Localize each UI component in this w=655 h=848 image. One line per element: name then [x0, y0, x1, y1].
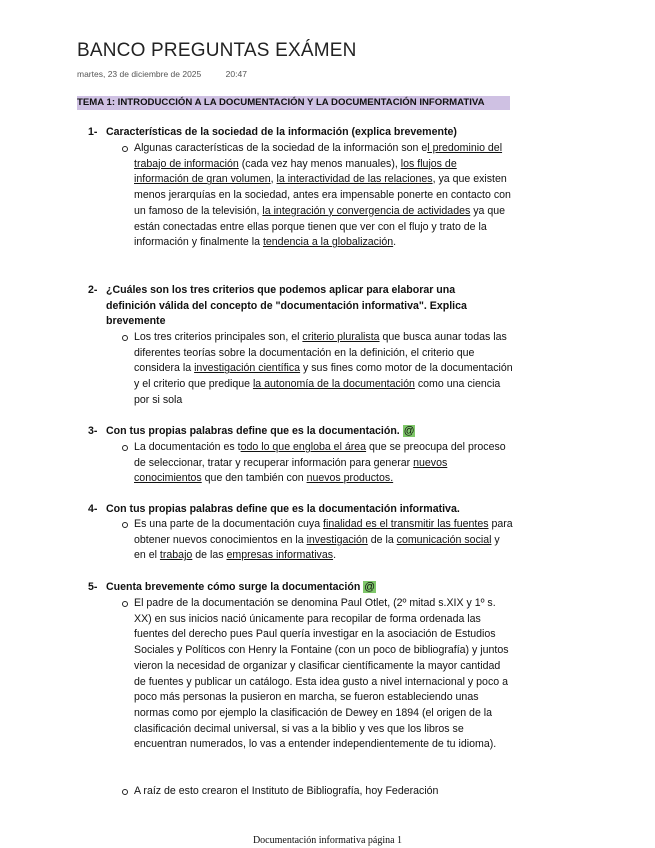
answer-text: Es una parte de la documentación cuya finalidad es el transmitir las fuentes para obtener nuevos conocimientos en la investigación de la comunicación social y en el trabajo de las empresas informativas.	[134, 518, 513, 562]
answer-text: La documentación es todo lo que engloba el área que se preocupa del proceso de seleccionar, tratar y recuperar información para generar nuevos conocimientos que den también con nuevos productos.	[134, 441, 506, 485]
question-number: 5-	[88, 581, 98, 593]
answer-5a	[122, 596, 514, 753]
question-4	[88, 502, 508, 518]
bullet-icon	[122, 789, 128, 795]
question-number: 2-	[88, 284, 98, 296]
question-2	[88, 283, 508, 330]
question-1	[88, 125, 508, 141]
page-date: martes, 23 de diciembre de 2025	[77, 69, 202, 79]
page-title: BANCO PREGUNTAS EXÁMEN	[77, 40, 357, 61]
question-text: Características de la sociedad de la información (explica brevemente)	[106, 126, 457, 138]
bullet-icon	[122, 335, 128, 341]
bullet-icon	[122, 146, 128, 152]
answer-3	[122, 440, 514, 487]
page-footer: Documentación informativa página 1	[252, 835, 403, 846]
answer-2	[122, 330, 514, 409]
question-3	[88, 424, 508, 440]
answer-text: Algunas características de la sociedad de la información son el predominio del trabajo de información (cada vez hay menos manuales), los flujos de información de gran volumen, la interactividad de las relaciones, ya que existen menos jerarquías en la sociedad, antes era impensable ponerte en contacto con un famoso de la televisión, la integración y convergencia de actividades ya que están conectadas entre ellas porque tienen que ver con el flujo y trato de la información y finalmente la tendencia a la globalización.	[134, 142, 511, 249]
answer-text: A raíz de esto crearon el Instituto de Bibliografía, hoy Federación	[134, 785, 439, 797]
answer-4	[122, 517, 514, 564]
question-text: Cuenta brevemente cómo surge la documentación @	[106, 581, 376, 593]
at-tag: @	[403, 425, 415, 437]
page-time: 20:47	[225, 69, 247, 79]
question-5	[88, 580, 508, 596]
question-number: 1-	[88, 126, 98, 138]
question-text: ¿Cuáles son los tres criterios que podemos aplicar para elaborar una definición válida del concepto de "documentación informativa". Explica brevemente	[106, 284, 467, 328]
bullet-icon	[122, 445, 128, 451]
question-number: 4-	[88, 503, 98, 515]
section-heading: TEMA 1: INTRODUCCIÓN A LA DOCUMENTACIÓN Y LA DOCUMENTACIÓN INFORMATIVA	[77, 96, 510, 110]
question-text: Con tus propias palabras define que es la documentación. @	[106, 425, 415, 437]
page-date-time	[77, 69, 247, 79]
at-tag: @	[364, 581, 376, 593]
bullet-icon	[122, 601, 128, 607]
question-number: 3-	[88, 425, 98, 437]
answer-text: Los tres criterios principales son, el criterio pluralista que busca aunar todas las diferentes teorías sobre la documentación en la definición, el criterio que considera la investigación científica y sus fines como motor de la documentación y el criterio que predique la autonomía de la documentación como una ciencia por si sola	[134, 331, 513, 406]
answer-text: El padre de la documentación se denomina Paul Otlet, (2º mitad s.XIX y 1º s. XX) en sus inicios nació únicamente para recopilar de forma ordenada las fuentes del derecho pues Paul quería investigar en la asociación de Estudios Sociales y Políticos con Henry la Fontaine (con un poco de bibliografía) y juntos vieron la necesidad de organizar y clasificar científicamente la mayor cantidad de fuentes y publicar un catálogo. Esta idea gusto a nivel internacional y poco a poco más personas la pusieron en marcha, se fueron estableciendo unas normas como por ejemplo la clasificación de Dewey en 1894 (el origen de la clasificación decimal universal, si vas a la biblio y ves que los libros se encuentran numerados, lo vas a entender independientemente de tu idioma).	[134, 597, 509, 751]
answer-5b	[122, 784, 514, 800]
answer-1	[122, 141, 514, 251]
bullet-icon	[122, 522, 128, 528]
question-text: Con tus propias palabras define que es la documentación informativa.	[106, 503, 460, 515]
